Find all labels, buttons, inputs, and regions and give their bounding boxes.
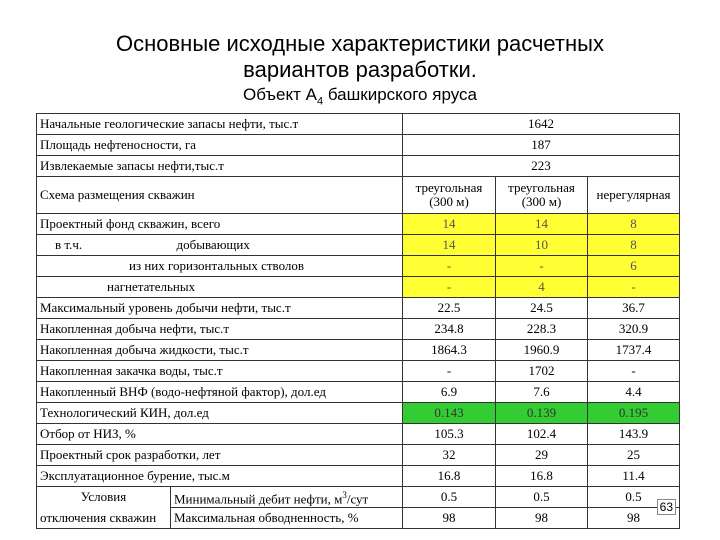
- row-label: Накопленная закачка воды, тыс.т: [37, 361, 403, 382]
- variant3-value: 25: [588, 445, 680, 466]
- slide-number: 63: [657, 499, 676, 515]
- row-label: из них горизонтальных стволов: [37, 256, 403, 277]
- row-label: Извлекаемые запасы нефти,тыс.т: [37, 156, 403, 177]
- table-row: [37, 235, 680, 256]
- variant1-value: 14: [403, 235, 496, 256]
- variant3-value: 8: [588, 214, 680, 235]
- table-row: [37, 256, 680, 277]
- table-row: [37, 424, 680, 445]
- row-value: 187: [403, 135, 680, 156]
- conditions-label-bottom: отключения скважин: [37, 508, 171, 529]
- variant1-value: -: [403, 361, 496, 382]
- label-superscript: 3: [342, 489, 347, 500]
- table-row: [37, 298, 680, 319]
- slide-title-line1: Основные исходные характеристики расчетных: [116, 31, 604, 56]
- variant1-value: 22.5: [403, 298, 496, 319]
- variant2-value: 29: [496, 445, 588, 466]
- row-label: Максимальный уровень добычи нефти, тыс.т: [37, 298, 403, 319]
- variant3-value: 320.9: [588, 319, 680, 340]
- variant1-value: 0.143: [403, 403, 496, 424]
- row-label: нагнетательных: [37, 277, 403, 298]
- variant2-value: 24.5: [496, 298, 588, 319]
- variant3-value: 11.4: [588, 466, 680, 487]
- scheme-text: треугольная: [508, 180, 575, 195]
- variant2-value: 10: [496, 235, 588, 256]
- row-label: Накопленная добыча жидкости, тыс.т: [37, 340, 403, 361]
- variant1-value: 105.3: [403, 424, 496, 445]
- conditions-label-top: Условия: [37, 487, 171, 508]
- row-label: Площадь нефтеносности, га: [37, 135, 403, 156]
- table-row: [37, 340, 680, 361]
- row-label: Технологический КИН, дол.ед: [37, 403, 403, 424]
- table-row: [37, 135, 680, 156]
- subtitle-subscript: 4: [316, 95, 324, 108]
- row-label: Эксплуатационное бурение, тыс.м: [37, 466, 403, 487]
- table-row: [37, 508, 680, 529]
- variant3-scheme: нерегулярная: [588, 177, 680, 214]
- characteristics-table: [36, 113, 680, 529]
- variant2-value: 4: [496, 277, 588, 298]
- scheme-text: треугольная: [415, 180, 483, 195]
- variant3-value: 0.5: [588, 487, 680, 508]
- scheme-spacing: (300 м): [521, 194, 562, 209]
- row-label: Схема размещения скважин: [37, 177, 403, 214]
- variant1-value: 98: [403, 508, 496, 529]
- table-row: [37, 177, 680, 214]
- variant2-value: 102.4: [496, 424, 588, 445]
- variant2-value: 98: [496, 508, 588, 529]
- table-row: [37, 445, 680, 466]
- row-label: Проектный фонд скважин, всего: [37, 214, 403, 235]
- variant1-value: 234.8: [403, 319, 496, 340]
- variant1-value: 6.9: [403, 382, 496, 403]
- variant2-value: 0.139: [496, 403, 588, 424]
- slide-subtitle: [0, 84, 720, 112]
- variant2-value: 1702: [496, 361, 588, 382]
- subtitle-suffix: башкирского яруса: [323, 85, 477, 104]
- variant2-value: -: [496, 256, 588, 277]
- variant1-value: 14: [403, 214, 496, 235]
- table-row: [37, 114, 680, 135]
- table-row: [37, 319, 680, 340]
- variant2-value: 228.3: [496, 319, 588, 340]
- variant1-value: 16.8: [403, 466, 496, 487]
- row-label-prefix: в т.ч.: [37, 235, 171, 256]
- variant1-value: -: [403, 256, 496, 277]
- row-label: [171, 487, 403, 508]
- table-row: [37, 156, 680, 177]
- variant1-value: 32: [403, 445, 496, 466]
- variant3-value: 0.195: [588, 403, 680, 424]
- table-row: [37, 403, 680, 424]
- row-label: Накопленный ВНФ (водо-нефтяной фактор), дол.ед: [37, 382, 403, 403]
- variant1-value: 1864.3: [403, 340, 496, 361]
- table-row: [37, 382, 680, 403]
- variant3-value: 1737.4: [588, 340, 680, 361]
- variant1-value: 0.5: [403, 487, 496, 508]
- variant2-value: 7.6: [496, 382, 588, 403]
- variant3-value: -: [588, 277, 680, 298]
- variant3-value: -: [588, 361, 680, 382]
- variant2-value: 14: [496, 214, 588, 235]
- variant3-value: 6: [588, 256, 680, 277]
- row-label: Накопленная добыча нефти, тыс.т: [37, 319, 403, 340]
- variant3-value: 143.9: [588, 424, 680, 445]
- slide-title-line2: вариантов разработки.: [243, 57, 477, 82]
- table-row: [37, 466, 680, 487]
- variant2-value: 16.8: [496, 466, 588, 487]
- row-label: Начальные геологические запасы нефти, тыс.т: [37, 114, 403, 135]
- row-value: 1642: [403, 114, 680, 135]
- variant3-value: 4.4: [588, 382, 680, 403]
- variant2-scheme: [496, 177, 588, 214]
- table-row: [37, 277, 680, 298]
- variant2-value: 1960.9: [496, 340, 588, 361]
- table-row: [37, 214, 680, 235]
- variant3-value: 8: [588, 235, 680, 256]
- variant2-value: 0.5: [496, 487, 588, 508]
- table-row: [37, 487, 680, 508]
- variant3-value: 36.7: [588, 298, 680, 319]
- table-row: [37, 361, 680, 382]
- row-label: добывающих: [171, 235, 403, 256]
- row-label: Отбор от НИЗ, %: [37, 424, 403, 445]
- row-label: Максимальная обводненность, %: [171, 508, 403, 529]
- variant3-value: 98: [588, 508, 680, 529]
- scheme-spacing: (300 м): [429, 194, 469, 209]
- row-label: Проектный срок разработки, лет: [37, 445, 403, 466]
- variant1-value: -: [403, 277, 496, 298]
- variant1-scheme: [403, 177, 496, 214]
- label-unit: /сут: [346, 491, 369, 507]
- row-value: 223: [403, 156, 680, 177]
- subtitle-prefix: Объект А: [243, 85, 317, 104]
- label-text: Минимальный дебит нефти, м: [174, 491, 343, 507]
